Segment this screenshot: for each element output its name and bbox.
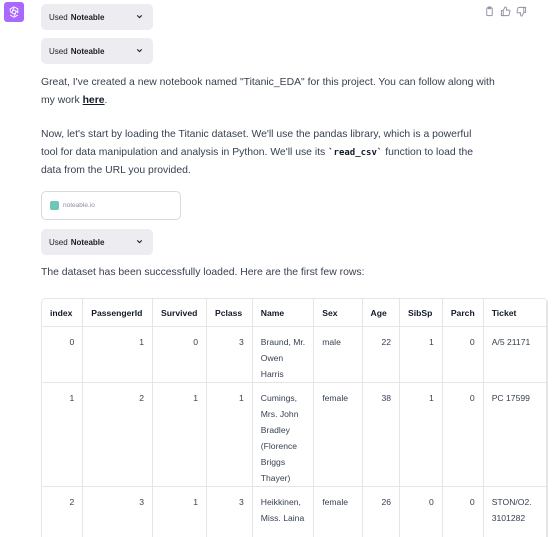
table-row: [42, 326, 547, 382]
thumbs-down-button[interactable]: [515, 5, 528, 18]
openai-logo-icon: [7, 5, 21, 19]
table-cell: 2: [42, 486, 83, 537]
column-header: Sex: [314, 299, 362, 326]
assistant-message-load: [41, 126, 486, 180]
thumbs-up-icon: [500, 6, 511, 17]
chevron-down-icon: [135, 12, 144, 21]
column-header: Parch: [442, 299, 483, 326]
column-header: Age: [362, 299, 399, 326]
table-cell: Heikkinen, Miss. Laina: [252, 486, 313, 537]
clipboard-icon: [484, 6, 495, 17]
assistant-message-notebook: [41, 74, 511, 109]
table-cell: 3: [206, 326, 252, 382]
thumbs-down-icon: [516, 6, 527, 17]
table-cell: 1: [83, 326, 153, 382]
table-cell: 0: [442, 326, 483, 382]
table-cell: 2: [83, 382, 153, 486]
plugin-used-prefix: Used: [49, 237, 68, 247]
chevron-down-icon: [135, 46, 144, 55]
notebook-link[interactable]: here: [82, 94, 105, 106]
table-cell: 0: [400, 486, 443, 537]
table-row: [42, 382, 547, 486]
column-header: Name: [252, 299, 313, 326]
column-header: Pclass: [206, 299, 252, 326]
table-cell: 1: [153, 486, 207, 537]
load-end-text: function to load the data from the URL you provided.: [41, 146, 474, 176]
noteable-favicon-icon: [50, 201, 59, 210]
table-cell: female: [314, 382, 362, 486]
column-header: SibSp: [400, 299, 443, 326]
column-header: index: [42, 299, 83, 326]
table-cell: 0: [153, 326, 207, 382]
table-cell: 38: [362, 382, 399, 486]
table-cell: male: [314, 326, 362, 382]
notebook-end-text: .: [104, 94, 108, 106]
table-header-row: [42, 299, 547, 326]
table-cell: Cumings, Mrs. John Bradley (Florence Briggs Thayer): [252, 382, 313, 486]
column-header: Survived: [153, 299, 207, 326]
chevron-down-icon: [135, 237, 144, 246]
plugin-name: Noteable: [70, 46, 105, 56]
plugin-used-prefix: Used: [49, 46, 68, 56]
table-cell: STON/O2. 3101282: [483, 486, 546, 537]
column-header: Ticket: [483, 299, 546, 326]
table-cell: 0: [42, 326, 83, 382]
plugin-used-toggle-2[interactable]: [41, 38, 153, 64]
inline-code: `read_csv`: [328, 147, 383, 158]
table-cell: 1: [153, 382, 207, 486]
table-cell: 1: [206, 382, 252, 486]
table-cell: A/5 21171: [483, 326, 546, 382]
table-cell: Braund, Mr. Owen Harris: [252, 326, 313, 382]
message-actions: [483, 5, 528, 18]
noteable-link-card[interactable]: [41, 191, 181, 220]
table-cell: 0: [442, 486, 483, 537]
plugin-used-prefix: Used: [49, 12, 68, 22]
table-row: [42, 486, 547, 537]
table-cell: 3: [83, 486, 153, 537]
table-cell: 26: [362, 486, 399, 537]
plugin-name: Noteable: [70, 237, 105, 247]
column-header: PassengerId: [83, 299, 153, 326]
thumbs-up-button[interactable]: [499, 5, 512, 18]
notebook-intro-text: Great, I've created a new notebook named "Titanic_EDA" for this project. You can follow along with my work: [41, 77, 495, 106]
table-cell: 3: [206, 486, 252, 537]
assistant-message-loaded: The dataset has been successfully loaded. Here are the first few rows:: [41, 267, 365, 278]
plugin-used-toggle-1[interactable]: [41, 4, 153, 30]
table-cell: 22: [362, 326, 399, 382]
table-cell: PC 17599: [483, 382, 546, 486]
table-cell: 1: [400, 326, 443, 382]
link-card-label: noteable.io: [63, 202, 95, 209]
assistant-avatar: [4, 2, 24, 22]
copy-button[interactable]: [483, 5, 496, 18]
data-table-container: [41, 298, 548, 537]
table-cell: female: [314, 486, 362, 537]
load-intro-text: Now, let's start by loading the Titanic dataset. We'll use the pandas library, which is a powerful tool for data manipulation and analysis in Python. We'll use its: [41, 129, 472, 158]
table-cell: 1: [400, 382, 443, 486]
plugin-used-toggle-3[interactable]: [41, 229, 153, 255]
data-table: [42, 299, 547, 537]
table-cell: 0: [442, 382, 483, 486]
table-cell: 1: [42, 382, 83, 486]
plugin-name: Noteable: [70, 12, 105, 22]
